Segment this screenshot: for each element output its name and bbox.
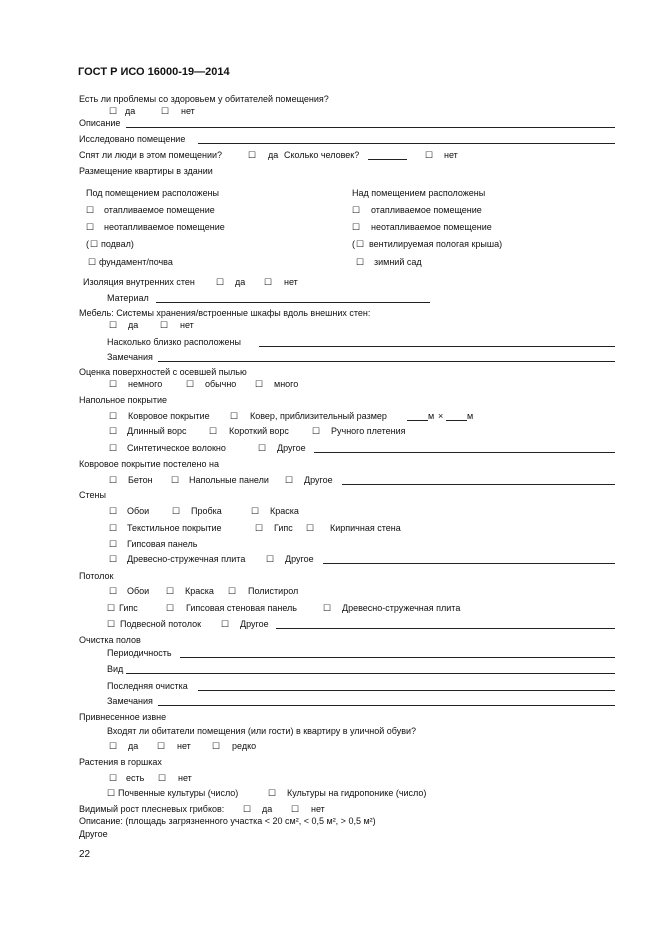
floor-other-line[interactable] <box>314 452 615 453</box>
ceiling-other-checkbox[interactable]: ☐ <box>221 619 230 629</box>
last-cleaning-line[interactable] <box>198 690 615 691</box>
rug-times: × <box>438 411 444 421</box>
walls-textile-checkbox[interactable]: ☐ <box>109 523 118 533</box>
cleaning-remarks-label: Замечания <box>107 696 153 706</box>
floor-rug-checkbox[interactable]: ☐ <box>230 411 239 421</box>
insulation-yes-label: да <box>235 277 246 287</box>
cleaning-type-label: Вид <box>107 664 124 674</box>
synthetic-label: Синтетическое волокно <box>127 443 226 453</box>
walls-wallpaper-label: Обои <box>127 506 150 516</box>
examined-room-label: Исследовано помещение <box>79 134 186 144</box>
walls-cork-checkbox[interactable]: ☐ <box>172 506 181 516</box>
handmade-checkbox[interactable]: ☐ <box>312 426 321 436</box>
plants-no-checkbox[interactable]: ☐ <box>158 773 167 783</box>
document-header: ГОСТ Р ИСО 16000-19—2014 <box>78 66 230 78</box>
insulation-no-label: нет <box>284 277 298 287</box>
ceiling-paint-checkbox[interactable]: ☐ <box>166 586 175 596</box>
floor-rug-label: Ковер, приблизительный размер <box>250 411 387 421</box>
above-wintergarden-label: зимний сад <box>374 257 422 267</box>
below-heated-label: отапливаемое помещение <box>104 205 215 215</box>
above-unheated-checkbox[interactable]: ☐ <box>352 222 361 232</box>
ceiling-wallpaper-label: Обои <box>127 586 150 596</box>
furniture-remarks-line[interactable] <box>158 361 615 362</box>
dust-much-checkbox[interactable]: ☐ <box>255 379 264 389</box>
ceiling-suspended-checkbox[interactable]: ☐ <box>107 619 116 629</box>
outside-yes-label: да <box>128 741 139 751</box>
outside-no-label: нет <box>177 741 191 751</box>
placement-label: Размещение квартиры в здании <box>79 166 213 176</box>
furniture-yes-label: да <box>128 320 139 330</box>
cleaning-label: Очистка полов <box>79 635 141 645</box>
above-roof-paren: ( <box>352 239 355 249</box>
walls-chipboard-label: Древесно-стружечная плита <box>127 554 246 564</box>
ceiling-paint-label: Краска <box>185 586 214 596</box>
material-label: Материал <box>107 293 149 303</box>
sleep-no-label: нет <box>444 150 458 160</box>
mold-no-label: нет <box>311 804 325 814</box>
below-basement-label: подвал) <box>101 239 134 249</box>
walls-chipboard-checkbox[interactable]: ☐ <box>109 554 118 564</box>
floor-carpet-checkbox[interactable]: ☐ <box>109 411 118 421</box>
walls-other-line[interactable] <box>323 563 615 564</box>
ceiling-suspended-label: Подвесной потолок <box>120 619 202 629</box>
long-pile-label: Длинный ворс <box>127 426 187 436</box>
mold-yes-label: да <box>262 804 273 814</box>
below-foundation-label: фундамент/почва <box>99 257 173 267</box>
floor-other-checkbox[interactable]: ☐ <box>258 443 267 453</box>
above-heated-label: отапливаемое помещение <box>371 205 482 215</box>
below-title: Под помещением расположены <box>86 188 220 198</box>
mold-other-label: Другое <box>79 829 108 839</box>
ceiling-chipboard-label: Древесно-стружечная плита <box>342 603 461 613</box>
insulation-yes-checkbox[interactable]: ☐ <box>216 277 225 287</box>
ceiling-chipboard-checkbox[interactable]: ☐ <box>323 603 332 613</box>
sleep-yes-label: да <box>268 150 279 160</box>
cleaning-type-line[interactable] <box>126 673 615 674</box>
examined-room-line[interactable] <box>198 143 615 144</box>
plants-soil-label: Почвенные культуры (число) <box>118 788 239 798</box>
mold-label: Видимый рост плесневых грибков: <box>79 804 225 814</box>
carpet-on-other-line[interactable] <box>342 484 615 485</box>
floor-carpet-label: Ковровое покрытие <box>128 411 210 421</box>
outside-rarely-checkbox[interactable]: ☐ <box>212 741 221 751</box>
walls-gypsum-panel-label: Гипсовая панель <box>127 539 198 549</box>
walls-cork-label: Пробка <box>191 506 222 516</box>
mold-no-checkbox[interactable]: ☐ <box>291 804 300 814</box>
short-pile-checkbox[interactable]: ☐ <box>209 426 218 436</box>
above-wintergarden-checkbox[interactable]: ☐ <box>356 257 365 267</box>
mold-yes-checkbox[interactable]: ☐ <box>243 804 252 814</box>
page-number: 22 <box>79 849 91 860</box>
rug-m2: м <box>467 411 474 421</box>
below-basement-paren: ( <box>86 239 89 249</box>
below-heated-checkbox[interactable]: ☐ <box>86 205 95 215</box>
below-unheated-checkbox[interactable]: ☐ <box>86 222 95 232</box>
walls-gypsum-checkbox[interactable]: ☐ <box>255 523 264 533</box>
walls-other-label: Другое <box>285 554 314 564</box>
below-unheated-label: неотапливаемое помещение <box>104 222 225 232</box>
above-roof-checkbox[interactable]: ☐ <box>356 239 365 249</box>
plants-hydro-checkbox[interactable]: ☐ <box>268 788 277 798</box>
rug-length-line[interactable] <box>446 420 467 421</box>
ceiling-gypsum-checkbox[interactable]: ☐ <box>107 603 116 613</box>
floor-panels-checkbox[interactable]: ☐ <box>171 475 180 485</box>
ceiling-polystyrene-checkbox[interactable]: ☐ <box>228 586 237 596</box>
dust-little-checkbox[interactable]: ☐ <box>109 379 118 389</box>
carpet-on-other-label: Другое <box>304 475 333 485</box>
handmade-label: Ручного плетения <box>331 426 406 436</box>
outside-label: Привнесенное извне <box>79 712 167 722</box>
furniture-label: Мебель: Системы хранения/встроенные шкафы вдоль внешних стен: <box>79 308 371 318</box>
dust-normal-checkbox[interactable]: ☐ <box>186 379 195 389</box>
description-line[interactable] <box>126 127 615 128</box>
cleaning-remarks-line[interactable] <box>158 705 615 706</box>
how-many-line[interactable] <box>368 159 407 160</box>
floor-label: Напольное покрытие <box>79 395 168 405</box>
synthetic-checkbox[interactable]: ☐ <box>109 443 118 453</box>
sleep-question: Спят ли люди в этом помещении? <box>79 150 223 160</box>
walls-other-checkbox[interactable]: ☐ <box>266 554 275 564</box>
plants-soil-checkbox[interactable]: ☐ <box>107 788 116 798</box>
walls-paint-checkbox[interactable]: ☐ <box>251 506 260 516</box>
below-foundation-checkbox[interactable]: ☐ <box>88 257 97 267</box>
health-no-checkbox[interactable]: ☐ <box>161 106 170 116</box>
walls-brick-label: Кирпичная стена <box>330 523 401 533</box>
insulation-label: Изоляция внутренних стен <box>83 277 195 287</box>
carpet-on-other-checkbox[interactable]: ☐ <box>285 475 294 485</box>
health-question: Есть ли проблемы со здоровьем у обитателей помещения? <box>79 94 329 104</box>
outside-yes-checkbox[interactable]: ☐ <box>109 741 118 751</box>
above-unheated-label: неотапливаемое помещение <box>371 222 492 232</box>
furniture-yes-checkbox[interactable]: ☐ <box>109 320 118 330</box>
long-pile-checkbox[interactable]: ☐ <box>109 426 118 436</box>
health-yes-label: да <box>125 106 136 116</box>
walls-brick-checkbox[interactable]: ☐ <box>306 523 315 533</box>
insulation-no-checkbox[interactable]: ☐ <box>264 277 273 287</box>
outside-question: Входят ли обитатели помещения (или гости) в квартиру в уличной обуви? <box>107 726 417 736</box>
walls-paint-label: Краска <box>270 506 299 516</box>
plants-yes-label: есть <box>126 773 145 783</box>
above-roof-label: вентилируемая пологая крыша) <box>369 239 503 249</box>
carpet-on-label: Ковровое покрытие постелено на <box>79 459 219 469</box>
furniture-no-checkbox[interactable]: ☐ <box>160 320 169 330</box>
mold-description: Описание: (площадь загрязненного участка < 20 см², < 0,5 м², > 0,5 м²) <box>79 816 376 826</box>
walls-textile-label: Текстильное покрытие <box>127 523 222 533</box>
material-line[interactable] <box>156 302 430 303</box>
description-label: Описание <box>79 118 121 128</box>
walls-gypsum-label: Гипс <box>274 523 293 533</box>
how-close-line[interactable] <box>259 346 615 347</box>
dust-much-label: много <box>274 379 299 389</box>
dust-little-label: немного <box>128 379 163 389</box>
ceiling-polystyrene-label: Полистирол <box>248 586 299 596</box>
ceiling-label: Потолок <box>79 571 114 581</box>
outside-rarely-label: редко <box>232 741 257 751</box>
plants-no-label: нет <box>178 773 192 783</box>
plants-yes-checkbox[interactable]: ☐ <box>109 773 118 783</box>
walls-label: Стены <box>79 490 106 500</box>
ceiling-gypsum-panel-checkbox[interactable]: ☐ <box>166 603 175 613</box>
frequency-label: Периодичность <box>107 648 172 658</box>
ceiling-wallpaper-checkbox[interactable]: ☐ <box>109 586 118 596</box>
last-cleaning-label: Последняя очистка <box>107 681 188 691</box>
concrete-label: Бетон <box>128 475 153 485</box>
rug-width-line[interactable] <box>407 420 428 421</box>
how-close-label: Насколько близко расположены <box>107 337 241 347</box>
ceiling-other-label: Другое <box>240 619 269 629</box>
plants-label: Растения в горшках <box>79 757 162 767</box>
walls-gypsum-panel-checkbox[interactable]: ☐ <box>109 539 118 549</box>
frequency-line[interactable] <box>180 657 615 658</box>
how-many-label: Сколько человек? <box>284 150 360 160</box>
health-yes-checkbox[interactable]: ☐ <box>109 106 118 116</box>
health-no-label: нет <box>181 106 195 116</box>
furniture-remarks-label: Замечания <box>107 352 153 362</box>
ceiling-other-line[interactable] <box>276 628 615 629</box>
above-heated-checkbox[interactable]: ☐ <box>352 205 361 215</box>
furniture-no-label: нет <box>180 320 194 330</box>
floor-other-label: Другое <box>277 443 306 453</box>
rug-m1: м <box>428 411 435 421</box>
concrete-checkbox[interactable]: ☐ <box>109 475 118 485</box>
ceiling-gypsum-label: Гипс <box>119 603 138 613</box>
dust-label: Оценка поверхностей с осевшей пылью <box>79 367 247 377</box>
plants-hydro-label: Культуры на гидропонике (число) <box>287 788 427 798</box>
walls-wallpaper-checkbox[interactable]: ☐ <box>109 506 118 516</box>
floor-panels-label: Напольные панели <box>189 475 269 485</box>
dust-normal-label: обычно <box>205 379 237 389</box>
above-title: Над помещением расположены <box>352 188 486 198</box>
sleep-no-checkbox[interactable]: ☐ <box>425 150 434 160</box>
short-pile-label: Короткий ворс <box>229 426 289 436</box>
sleep-yes-checkbox[interactable]: ☐ <box>248 150 257 160</box>
outside-no-checkbox[interactable]: ☐ <box>157 741 166 751</box>
ceiling-gypsum-panel-label: Гипсовая стеновая панель <box>186 603 297 613</box>
below-basement-checkbox[interactable]: ☐ <box>90 239 99 249</box>
